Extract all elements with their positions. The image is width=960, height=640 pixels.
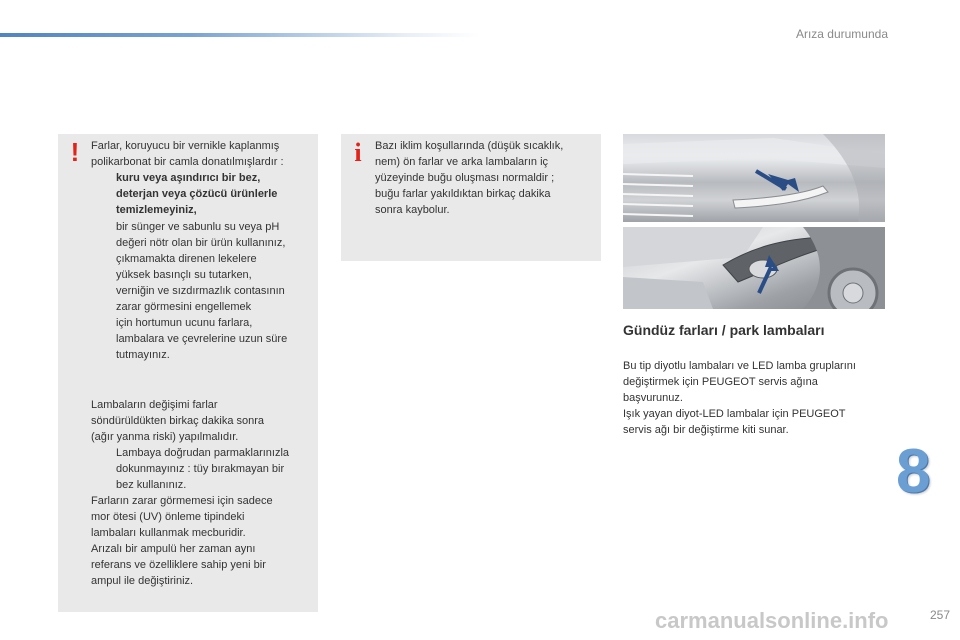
headlamp-photo xyxy=(623,227,885,309)
warning-para2-line-1: Lambaların değişimi farlar xyxy=(91,399,218,411)
bullet-1-line-3: temizlemeyiniz, xyxy=(116,204,197,216)
daytime-light-photo xyxy=(623,134,885,222)
warning-intro-line-2: polikarbonat bir camla donatılmışlardır : xyxy=(91,156,284,168)
warning-para3-line-5: referans ve özelliklere sahip yeni bir xyxy=(91,559,266,571)
bullet-4-line-1: Lambaya doğrudan parmaklarınızla xyxy=(116,447,290,459)
bullet-3-line-7: tutmayınız. xyxy=(116,349,170,361)
bullet-2-line-2: değeri nötr olan bir ürün kullanınız, xyxy=(116,237,286,249)
info-line-4: buğu farlar yakıldıktan birkaç dakika xyxy=(375,188,551,200)
daytime-lights-heading: Gündüz farları / park lambaları xyxy=(623,322,825,338)
warning-para3-line-4: Arızalı bir ampulü her zaman aynı xyxy=(91,543,256,555)
bullet-3-line-4: zarar görmesini engellemek xyxy=(116,301,252,313)
warning-para3-line-3: lambaları kullanmak mecburidir. xyxy=(91,527,246,539)
right-line-3: başvurunuz. xyxy=(623,392,683,404)
header-accent-bar xyxy=(0,33,480,37)
page-number: 257 xyxy=(929,608,950,622)
right-line-5: servis ağı bir değiştirme kiti sunar. xyxy=(623,424,789,436)
info-line-3: yüzeyinde buğu oluşması normaldir ; xyxy=(375,172,555,184)
right-line-4: Işık yayan diyot-LED lambalar için PEUGEOT xyxy=(623,408,846,420)
info-line-1: Bazı iklim koşullarında (düşük sıcaklık, xyxy=(375,140,564,152)
bullet-3-line-1: çıkmamakta direnen lekelere xyxy=(116,253,257,265)
bullet-2-line-1: bir sünger ve sabunlu su veya pH xyxy=(116,221,280,233)
info-icon: i xyxy=(354,138,362,167)
bullet-1-line-2: deterjan veya çözücü ürünlerle xyxy=(116,188,278,200)
bullet-1-line-1: kuru veya aşındırıcı bir bez, xyxy=(116,172,261,184)
warning-para3-line-2: mor ötesi (UV) önleme tipindeki xyxy=(91,511,245,523)
warning-intro-line-1: Farlar, koruyucu bir vernikle kaplanmış xyxy=(91,140,280,152)
warning-para3-line-1: Farların zarar görmemesi için sadece xyxy=(91,495,273,507)
bullet-4-line-2: dokunmayınız : tüy bırakmayan bir xyxy=(116,463,285,475)
info-line-2: nem) ön farlar ve arka lambaların iç xyxy=(375,156,549,168)
bullet-3-line-3: verniğin ve sızdırmazlık contasının xyxy=(116,285,285,297)
bullet-4-line-3: bez kullanınız. xyxy=(116,479,187,491)
watermark[interactable]: carmanualsonline.info xyxy=(655,608,889,633)
bullet-3-line-6: lambalara ve çevrelerine uzun süre xyxy=(116,333,288,345)
bullet-3-line-2: yüksek basınçlı su tutarken, xyxy=(116,269,252,281)
chapter-number: 8 xyxy=(896,437,931,506)
car-front-grille-illustration xyxy=(623,134,885,222)
car-headlamp-illustration xyxy=(623,227,885,309)
section-title: Arıza durumunda xyxy=(795,27,888,41)
info-line-5: sonra kaybolur. xyxy=(375,204,450,216)
warning-para2-line-2: söndürüldükten birkaç dakika sonra xyxy=(91,415,265,427)
warning-para3-line-6: ampul ile değiştiriniz. xyxy=(91,575,194,587)
bullet-3-line-5: için hortumun ucunu farlara, xyxy=(116,317,253,329)
warning-para2-line-3: (ağır yanma riski) yapılmalıdır. xyxy=(91,431,239,443)
right-line-1: Bu tip diyotlu lambaları ve LED lamba gruplarını xyxy=(623,360,856,372)
exclamation-icon: ! xyxy=(70,137,80,167)
right-line-2: değiştirmek için PEUGEOT servis ağına xyxy=(623,376,818,388)
